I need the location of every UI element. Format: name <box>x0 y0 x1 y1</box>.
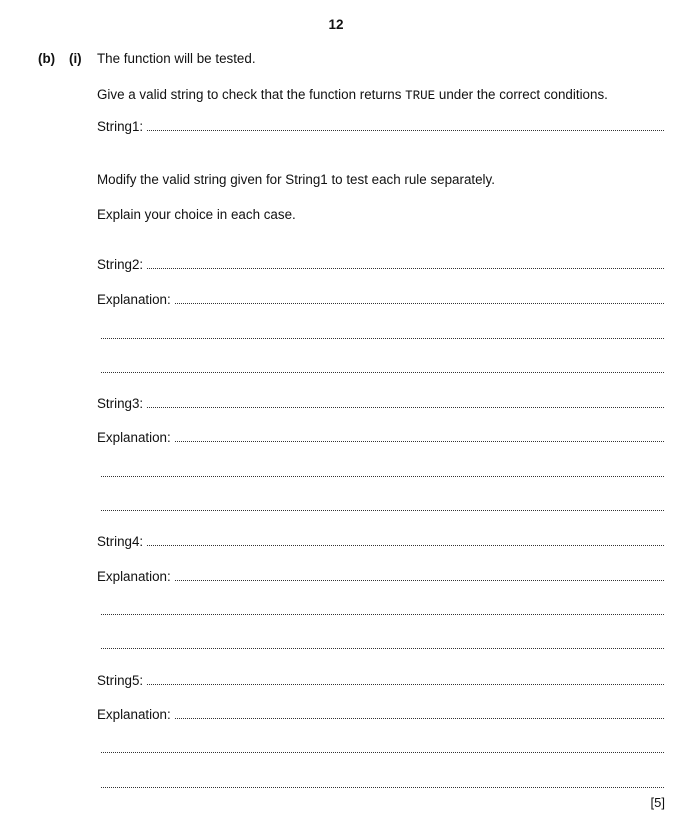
explanation4-blank-line-2[interactable] <box>101 648 664 649</box>
string1-label: String1: <box>97 119 144 134</box>
explanation2-answer-line[interactable] <box>175 293 664 304</box>
string4-row <box>97 534 664 549</box>
string5-row <box>97 673 664 688</box>
explanation2-blank-line-2[interactable] <box>101 372 664 373</box>
instruction-before: Give a valid string to check that the function returns <box>97 87 406 102</box>
marks-allocation: [5] <box>650 795 665 810</box>
string3-row <box>97 396 664 411</box>
string5-answer-line[interactable] <box>147 674 664 685</box>
string3-label: String3: <box>97 396 144 411</box>
explanation4-blank-line-1[interactable] <box>101 614 664 615</box>
explanation3-answer-line[interactable] <box>175 431 664 442</box>
string2-label: String2: <box>97 257 144 272</box>
explain-text: Explain your choice in each case. <box>97 207 296 222</box>
string4-answer-line[interactable] <box>147 535 664 546</box>
explanation3-label: Explanation: <box>97 430 171 445</box>
explanation3-blank-line-2[interactable] <box>101 510 664 511</box>
explanation2-label: Explanation: <box>97 292 171 307</box>
explanation5-blank-line-1[interactable] <box>101 752 664 753</box>
instruction-after: under the correct conditions. <box>435 87 608 102</box>
explanation4-row <box>97 569 664 584</box>
instruction-code: TRUE <box>405 89 436 103</box>
explanation2-blank-line-1[interactable] <box>101 338 664 339</box>
string2-row <box>97 257 664 272</box>
string3-answer-line[interactable] <box>147 397 664 408</box>
explanation5-answer-line[interactable] <box>175 708 664 719</box>
question-subpart-label: (i) <box>69 51 82 66</box>
explanation5-blank-line-2[interactable] <box>101 787 664 788</box>
instruction-text <box>97 87 608 103</box>
explanation3-blank-line-1[interactable] <box>101 476 664 477</box>
explanation2-row <box>97 292 664 307</box>
explanation4-label: Explanation: <box>97 569 171 584</box>
explanation4-answer-line[interactable] <box>175 570 664 581</box>
string5-label: String5: <box>97 673 144 688</box>
string4-label: String4: <box>97 534 144 549</box>
explanation3-row <box>97 430 664 445</box>
string1-row <box>97 119 664 134</box>
explanation5-label: Explanation: <box>97 707 171 722</box>
modify-text: Modify the valid string given for String1 to test each rule separately. <box>97 172 495 187</box>
intro-text: The function will be tested. <box>97 51 256 66</box>
string2-answer-line[interactable] <box>147 258 664 269</box>
page-number: 12 <box>328 17 344 32</box>
explanation5-row <box>97 707 664 722</box>
question-part-label: (b) <box>38 51 56 66</box>
string1-answer-line[interactable] <box>147 120 664 131</box>
